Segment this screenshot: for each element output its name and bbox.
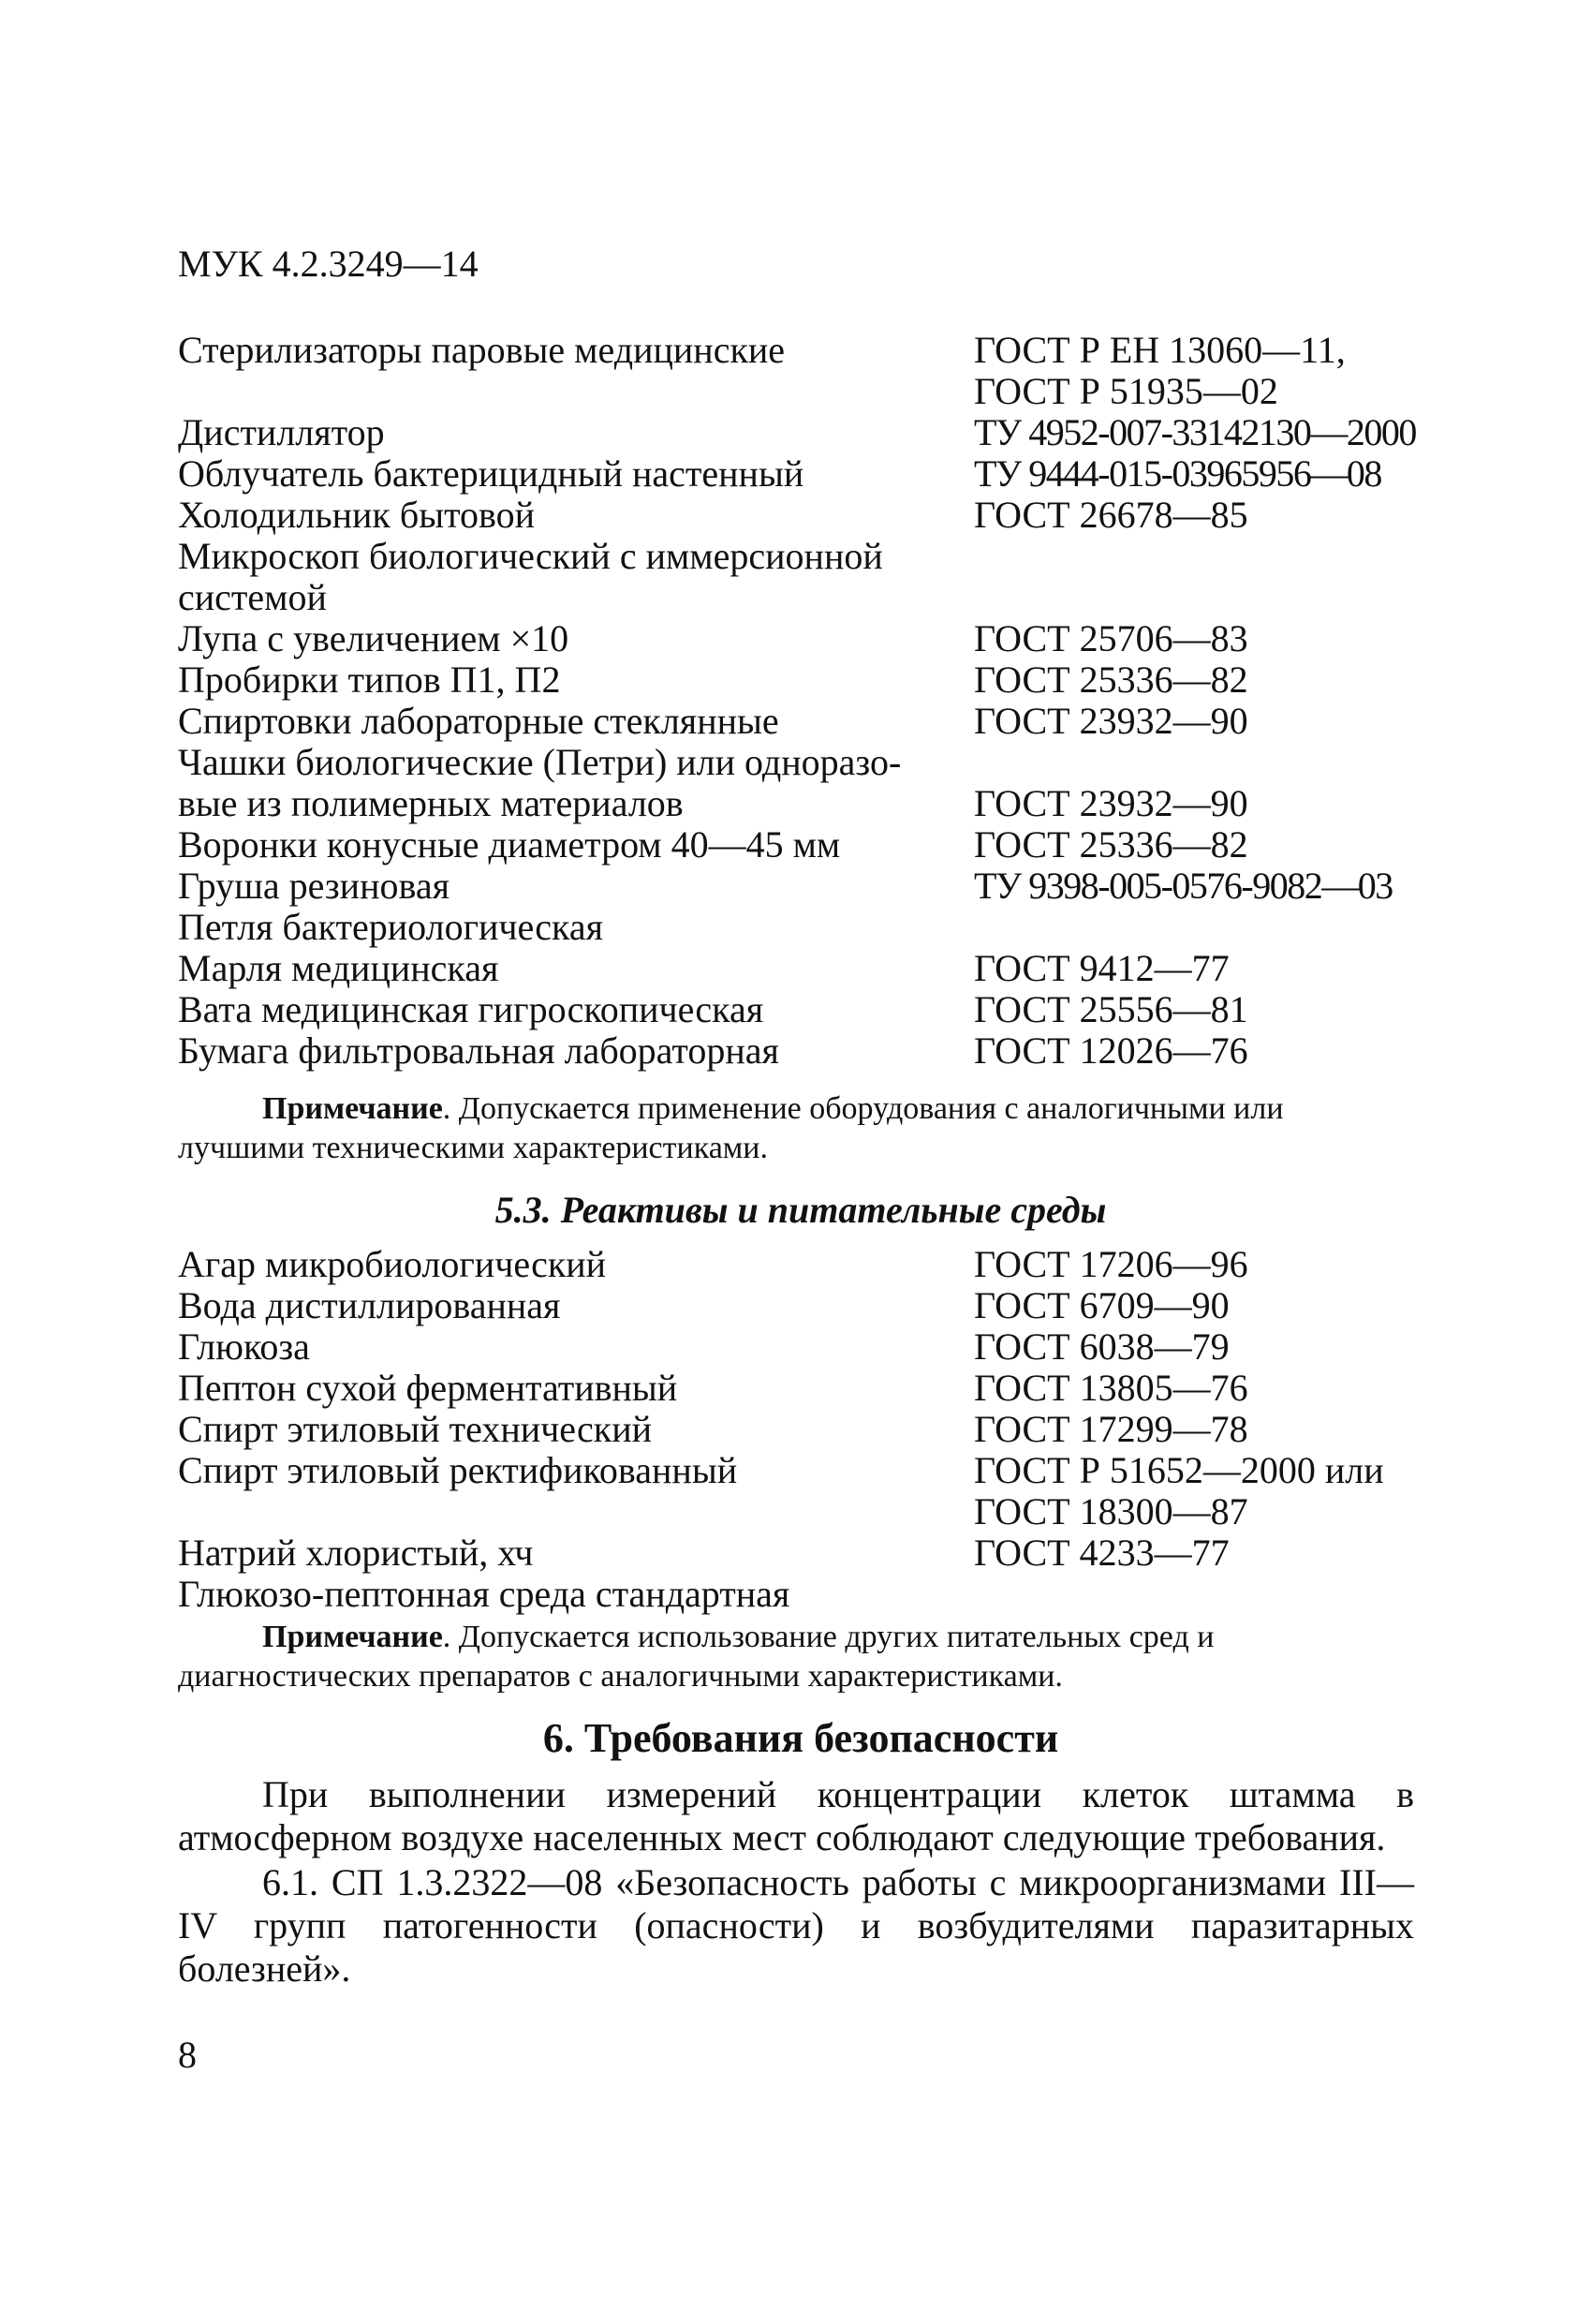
item-name: Глюкоза	[178, 1325, 310, 1368]
list-row	[178, 1574, 1452, 1615]
item-standard: ГОСТ 17206—96	[974, 1243, 1248, 1285]
list-row	[178, 1368, 1452, 1409]
note-text: . Допускается применение оборудования с аналогичными или лучшими техническими характеристиками.	[178, 1091, 1284, 1165]
list-row	[178, 989, 1452, 1030]
item-standard: ГОСТ 18300—87	[974, 1490, 1248, 1532]
section-title: 6. Требования безопасности	[542, 1715, 1059, 1761]
item-standard	[974, 577, 1452, 618]
item-name: Спирт этиловый технический	[178, 1408, 653, 1450]
list-row	[178, 453, 1452, 495]
item-standard: ГОСТ 6038—79	[974, 1325, 1230, 1368]
item-name: Микроскоп биологический с иммерсионной	[178, 535, 883, 577]
item-name: Холодильник бытовой	[178, 494, 536, 536]
item-standard: ГОСТ Р 51935—02	[974, 370, 1278, 412]
list-row	[178, 783, 1452, 824]
reagent-list	[178, 1244, 1452, 1615]
item-standard: ГОСТ 25336—82	[974, 823, 1248, 866]
list-row	[178, 742, 1452, 783]
item-standard: ГОСТ Р 51652—2000 или	[974, 1449, 1384, 1491]
list-row	[178, 330, 1452, 371]
list-row	[178, 1326, 1452, 1368]
list-row	[178, 1409, 1452, 1450]
item-standard: ТУ 4952-007-33142130—2000	[974, 411, 1416, 453]
list-row	[178, 701, 1452, 742]
item-standard: ГОСТ 25336—82	[974, 659, 1248, 701]
list-row	[178, 948, 1452, 989]
item-standard: ГОСТ 23932—90	[974, 700, 1248, 742]
item-name: Груша резиновая	[178, 865, 450, 907]
item-standard: ТУ 9398-005-0576-9082—03	[974, 865, 1393, 907]
list-row	[178, 1030, 1452, 1072]
list-row	[178, 412, 1452, 453]
note-reagents	[178, 1618, 1414, 1696]
subsection-title: 5.3. Реактивы и питательные среды	[494, 1189, 1107, 1231]
list-row	[178, 907, 1452, 948]
item-standard	[974, 907, 1452, 948]
item-standard: ГОСТ 25556—81	[974, 988, 1248, 1030]
item-name: Агар микробиологический	[178, 1243, 607, 1285]
list-row	[178, 1244, 1452, 1285]
item-name	[178, 371, 974, 412]
item-name: Чашки биологические (Петри) или одноразо-	[178, 741, 902, 783]
list-row	[178, 659, 1452, 701]
list-row	[178, 1491, 1452, 1532]
item-name: Спирт этиловый ректификованный	[178, 1449, 738, 1491]
paragraph: При выполнении измерений концентрации клеток штамма в атмосферном воздухе населенных мест соблюдают следующие требования.	[178, 1773, 1414, 1858]
item-standard: ГОСТ 6709—90	[974, 1284, 1230, 1326]
item-name: Пробирки типов П1, П2	[178, 659, 561, 701]
item-name: Стерилизаторы паровые медицинские	[178, 329, 786, 371]
item-name: Вата медицинская гигроскопическая	[178, 988, 764, 1030]
item-standard: ГОСТ 9412—77	[974, 947, 1230, 989]
note-equipment	[178, 1089, 1414, 1168]
document-code: МУК 4.2.3249—14	[178, 243, 479, 285]
item-name: Марля медицинская	[178, 947, 499, 989]
note-text: . Допускается использование других питательных сред и диагностических препаратов с аналогичными характеристиками.	[178, 1620, 1215, 1694]
list-row	[178, 618, 1452, 659]
item-standard	[974, 536, 1452, 577]
list-row	[178, 1532, 1452, 1574]
list-row	[178, 866, 1452, 907]
list-row	[178, 824, 1452, 866]
item-name: Глюкозо-пептонная среда стандартная	[178, 1573, 790, 1615]
page-number: 8	[178, 2034, 197, 2076]
note-label: Примечание	[262, 1620, 443, 1654]
item-standard: ГОСТ 17299—78	[974, 1408, 1248, 1450]
item-standard: ГОСТ 4233—77	[974, 1532, 1230, 1574]
item-standard: ГОСТ 25706—83	[974, 617, 1248, 659]
item-name: Лупа с увеличением ×10	[178, 617, 569, 659]
list-row	[178, 1450, 1452, 1491]
item-name: Вода дистиллированная	[178, 1284, 561, 1326]
list-row	[178, 371, 1452, 412]
item-standard: ГОСТ 23932—90	[974, 782, 1248, 824]
item-standard: ГОСТ 13805—76	[974, 1367, 1248, 1409]
item-name: системой	[178, 576, 327, 618]
item-name: Воронки конусные диаметром 40—45 мм	[178, 823, 841, 866]
equipment-list	[178, 330, 1452, 1072]
note-label: Примечание	[262, 1091, 443, 1126]
item-standard: ТУ 9444-015-03965956—08	[974, 452, 1381, 495]
item-name: Дистиллятор	[178, 411, 385, 453]
item-standard	[974, 1574, 1452, 1615]
list-row	[178, 1285, 1452, 1326]
item-name: Облучатель бактерицидный настенный	[178, 452, 804, 495]
item-name: Бумага фильтровальная лабораторная	[178, 1029, 779, 1072]
item-name: вые из полимерных материалов	[178, 782, 684, 824]
list-row	[178, 495, 1452, 536]
item-name: Спиртовки лабораторные стеклянные	[178, 700, 779, 742]
list-row	[178, 577, 1452, 618]
item-standard: ГОСТ 26678—85	[974, 494, 1248, 536]
item-standard	[974, 742, 1452, 783]
item-name: Натрий хлористый, хч	[178, 1532, 534, 1574]
list-row	[178, 536, 1452, 577]
item-name: Пептон сухой ферментативный	[178, 1367, 678, 1409]
item-standard: ГОСТ Р ЕН 13060—11,	[974, 329, 1346, 371]
paragraph: 6.1. СП 1.3.2322—08 «Безопасность работы с микроорганизмами III—IV групп патогенности (опасности) и возбудителями паразитарных болезней».	[178, 1861, 1414, 1990]
item-name: Петля бактериологическая	[178, 906, 603, 948]
item-standard: ГОСТ 12026—76	[974, 1029, 1248, 1072]
item-name	[178, 1491, 974, 1532]
